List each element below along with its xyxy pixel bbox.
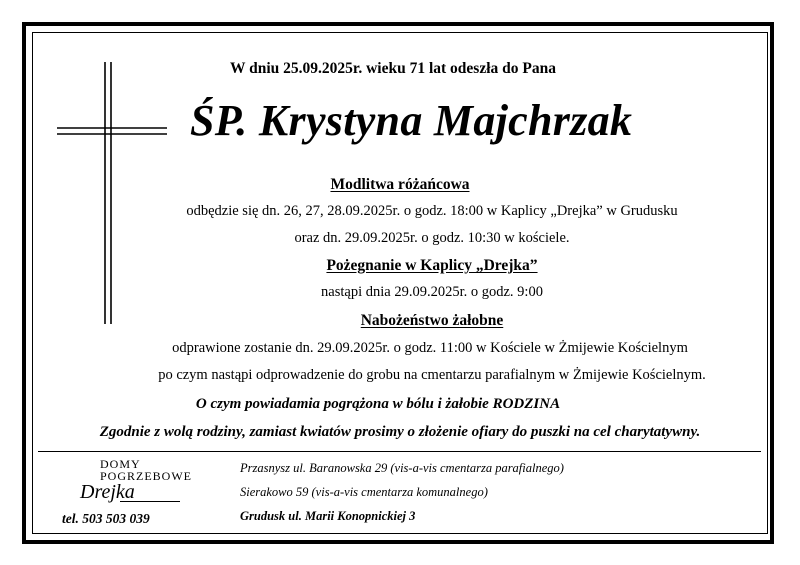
- logo-underline: [120, 501, 180, 502]
- rosary-line-2: oraz dn. 29.09.2025r. o godz. 10:30 w kościele.: [294, 230, 570, 246]
- deceased-name: ŚP. Krystyna Majchrzak: [190, 96, 633, 145]
- phone-number: tel. 503 503 039: [62, 511, 150, 526]
- funeral-home-logo: [40, 455, 190, 507]
- section-heading-farewell: Pożegnanie w Kaplicy „Drejka”: [326, 257, 538, 274]
- footer-divider: [38, 451, 761, 452]
- donation-request: Zgodnie z wolą rodziny, zamiast kwiatów prosimy o złożenie ofiary do puszki na cel charytatywny.: [99, 424, 701, 440]
- family-announcement: O czym powiadamia pogrążona w bólu i żałobie RODZINA: [195, 396, 561, 412]
- mass-line-1: odprawione zostanie dn. 29.09.2025r. o godz. 11:00 w Kościele w Żmijewie Kościelnym: [172, 340, 688, 356]
- section-heading-mass: Nabożeństwo żałobne: [360, 312, 504, 329]
- address-przasnysz: Przasnysz ul. Baranowska 29 (vis-a-vis cmentarza parafialnego): [240, 461, 564, 475]
- mass-line-2: po czym nastąpi odprowadzenie do grobu na cmentarzu parafialnym w Żmijewie Kościelnym.: [158, 367, 706, 383]
- farewell-line-1: nastąpi dnia 29.09.2025r. o godz. 9:00: [321, 284, 543, 300]
- logo-line-3: Drejka: [80, 481, 135, 503]
- logo-line-2: POGRZEBOWE: [100, 469, 192, 483]
- intro-text: W dniu 25.09.2025r. wieku 71 lat odeszła do Pana: [230, 60, 556, 77]
- logo-line-1: DOMY: [100, 457, 141, 471]
- address-grudusk: Grudusk ul. Marii Konopnickiej 3: [240, 509, 416, 523]
- section-heading-rosary: Modlitwa różańcowa: [330, 176, 470, 193]
- rosary-line-1: odbędzie się dn. 26, 27, 28.09.2025r. o godz. 18:00 w Kaplicy „Drejka” w Grudusku: [186, 203, 678, 219]
- address-sierakowo: Sierakowo 59 (vis-a-vis cmentarza komunalnego): [240, 485, 488, 499]
